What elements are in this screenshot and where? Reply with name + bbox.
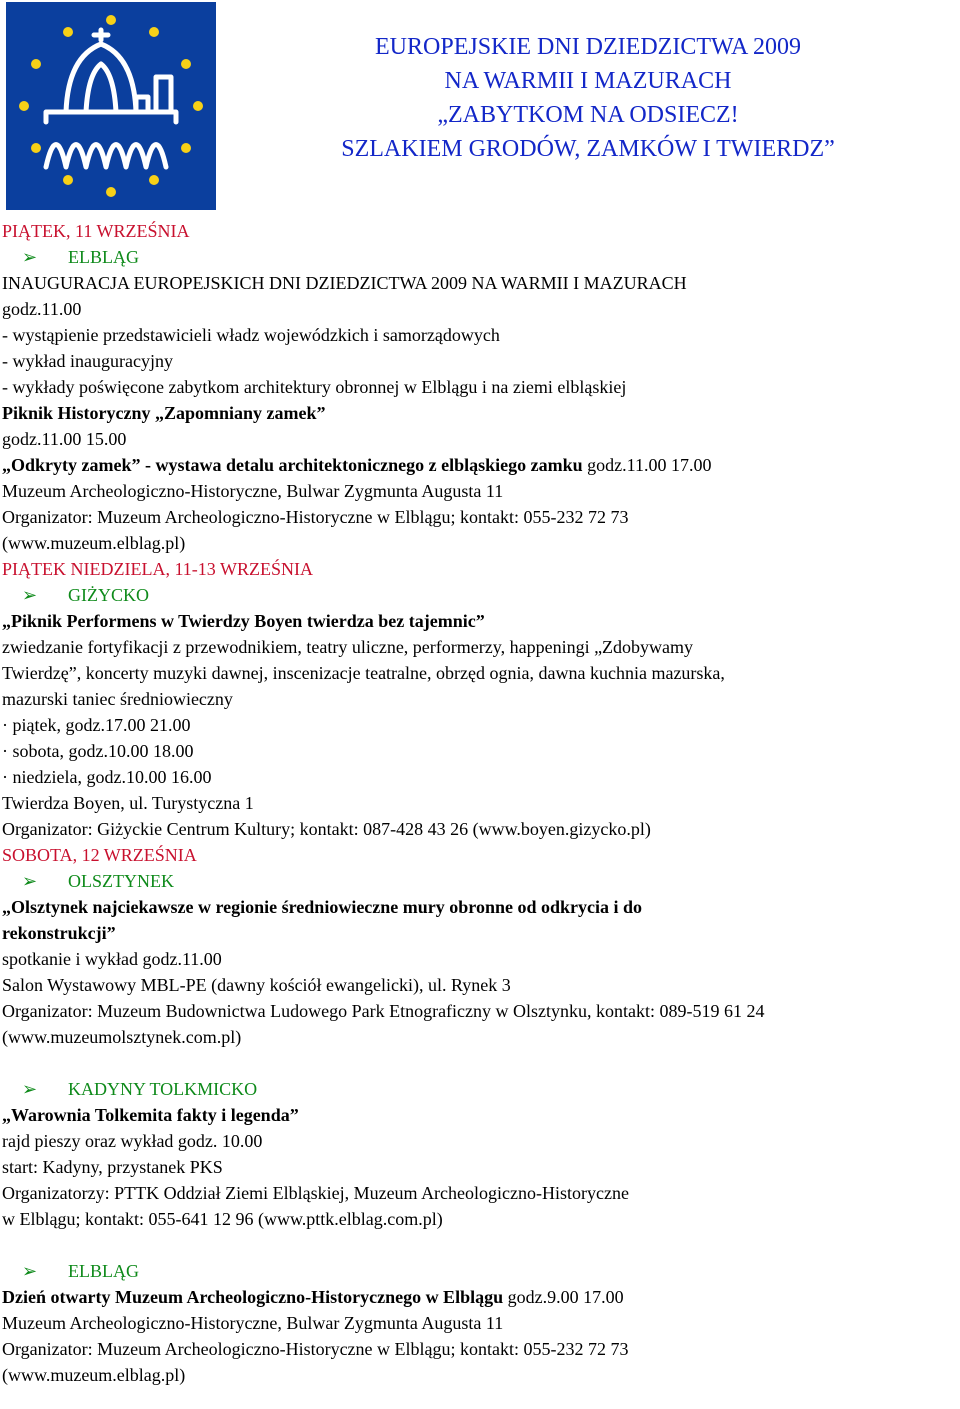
city-name: ELBLĄG [68,1261,139,1281]
event-line: Organizator: Muzeum Archeologiczno-Historyczne w Elblągu; kontakt: 055-232 72 73 [2,507,629,527]
event-title: „Olsztynek najciekawsze w regionie średniowieczne mury obronne od odkrycia i do [2,897,642,917]
event-line: · niedziela, godz.10.00 16.00 [2,767,212,787]
event-title: Dzień otwarty Muzeum Archeologiczno-Historycznego w Elblągu [2,1287,504,1307]
event-line: Organizator: Muzeum Archeologiczno-Historyczne w Elblągu; kontakt: 055-232 72 73 [2,1339,629,1359]
logo-icon [6,2,216,210]
event-line: · sobota, godz.10.00 18.00 [2,741,194,761]
event-line: Salon Wystawowy MBL-PE (dawny kościół ewangelicki), ul. Rynek 3 [2,975,511,995]
arrow-bullet-icon: ➢ [22,1079,38,1099]
event-line: spotkanie i wykład godz.11.00 [2,949,222,969]
event-line: Muzeum Archeologiczno-Historyczne, Bulwar Zygmunta Augusta 11 [2,481,504,501]
event-title-line [2,1284,960,1310]
city-name: KADYNY TOLKMICKO [68,1079,258,1099]
header-line-2: NA WARMII I MAZURACH [444,68,732,94]
header-line-4: SZLAKIEM GRODÓW, ZAMKÓW I TWIERDZ” [341,136,835,162]
event-program [2,218,960,1388]
event-title: „Warownia Tolkemita fakty i legenda” [2,1105,299,1125]
arrow-bullet-icon: ➢ [22,871,38,891]
spacer [2,1050,960,1076]
spacer [2,1232,960,1258]
page-header [216,30,960,166]
european-heritage-days-logo [6,2,216,210]
event-line: Organizator: Giżyckie Centrum Kultury; kontakt: 087-428 43 26 (www.boyen.gizycko.pl) [2,819,651,839]
event-title: rekonstrukcji” [2,923,116,943]
event-line: Organizatorzy: PTTK Oddział Ziemi Elbląskiej, Muzeum Archeologiczno-Historyczne [2,1183,629,1203]
header-line-3: „ZABYTKOM NA ODSIECZ! [437,102,739,128]
city-heading [2,582,960,608]
city-name: ELBLĄG [68,247,139,267]
city-heading [2,244,960,270]
event-line: - wykłady poświęcone zabytkom architektury obronnej w Elblągu i na ziemi elbląskiej [2,377,627,397]
day-heading: PIĄTEK NIEDZIELA, 11-13 WRZEŚNIA [2,559,313,579]
event-title-line [2,452,960,478]
event-title: „Piknik Performens w Twierdzy Boyen twierdza bez tajemnic” [2,611,485,631]
event-line: rajd pieszy oraz wykład godz. 10.00 [2,1131,263,1151]
event-line: Twierdza Boyen, ul. Turystyczna 1 [2,793,254,813]
city-name: GIŻYCKO [68,585,149,605]
event-time: godz.9.00 17.00 [503,1287,624,1307]
event-line: mazurski taniec średniowieczny [2,689,233,709]
event-line: · piątek, godz.17.00 21.00 [2,715,191,735]
event-line: - wykład inauguracyjny [2,351,173,371]
arrow-bullet-icon: ➢ [22,585,38,605]
city-name: OLSZTYNEK [68,871,174,891]
event-line: zwiedzanie fortyfikacji z przewodnikiem, teatry uliczne, performerzy, happeningi „Zdobywamy [2,637,694,657]
arrow-bullet-icon: ➢ [22,1261,38,1281]
event-link: (www.muzeumolsztynek.com.pl) [2,1027,242,1047]
event-title: Piknik Historyczny „Zapomniany zamek” [2,403,326,423]
event-link: (www.muzeum.elblag.pl) [2,533,186,553]
header-line-1: EUROPEJSKIE DNI DZIEDZICTWA 2009 [375,34,801,60]
arrow-bullet-icon: ➢ [22,247,38,267]
event-time: godz.11.00 17.00 [582,455,712,475]
event-line: Organizator: Muzeum Budownictwa Ludowego Park Etnograficzny w Olsztynku, kontakt: 089-519 61 24 [2,1001,765,1021]
city-heading [2,1076,960,1102]
event-line: Twierdzę”, koncerty muzyki dawnej, inscenizacje teatralne, obrzęd ognia, dawna kuchnia mazurska, [2,663,725,683]
day-heading: PIĄTEK, 11 WRZEŚNIA [2,221,190,241]
event-link: (www.muzeum.elblag.pl) [2,1365,186,1385]
event-line: start: Kadyny, przystanek PKS [2,1157,223,1177]
event-title: „Odkryty zamek” - wystawa detalu architektonicznego z elbląskiego zamku [2,455,583,475]
event-line: INAUGURACJA EUROPEJSKICH DNI DZIEDZICTWA 2009 NA WARMII I MAZURACH [2,273,687,293]
event-line: godz.11.00 [2,299,82,319]
event-line: w Elblągu; kontakt: 055-641 12 96 (www.pttk.elblag.com.pl) [2,1209,443,1229]
event-line: - wystąpienie przedstawicieli władz wojewódzkich i samorządowych [2,325,500,345]
city-heading [2,868,960,894]
event-line: Muzeum Archeologiczno-Historyczne, Bulwar Zygmunta Augusta 11 [2,1313,504,1333]
city-heading [2,1258,960,1284]
event-line: godz.11.00 15.00 [2,429,127,449]
day-heading: SOBOTA, 12 WRZEŚNIA [2,845,197,865]
